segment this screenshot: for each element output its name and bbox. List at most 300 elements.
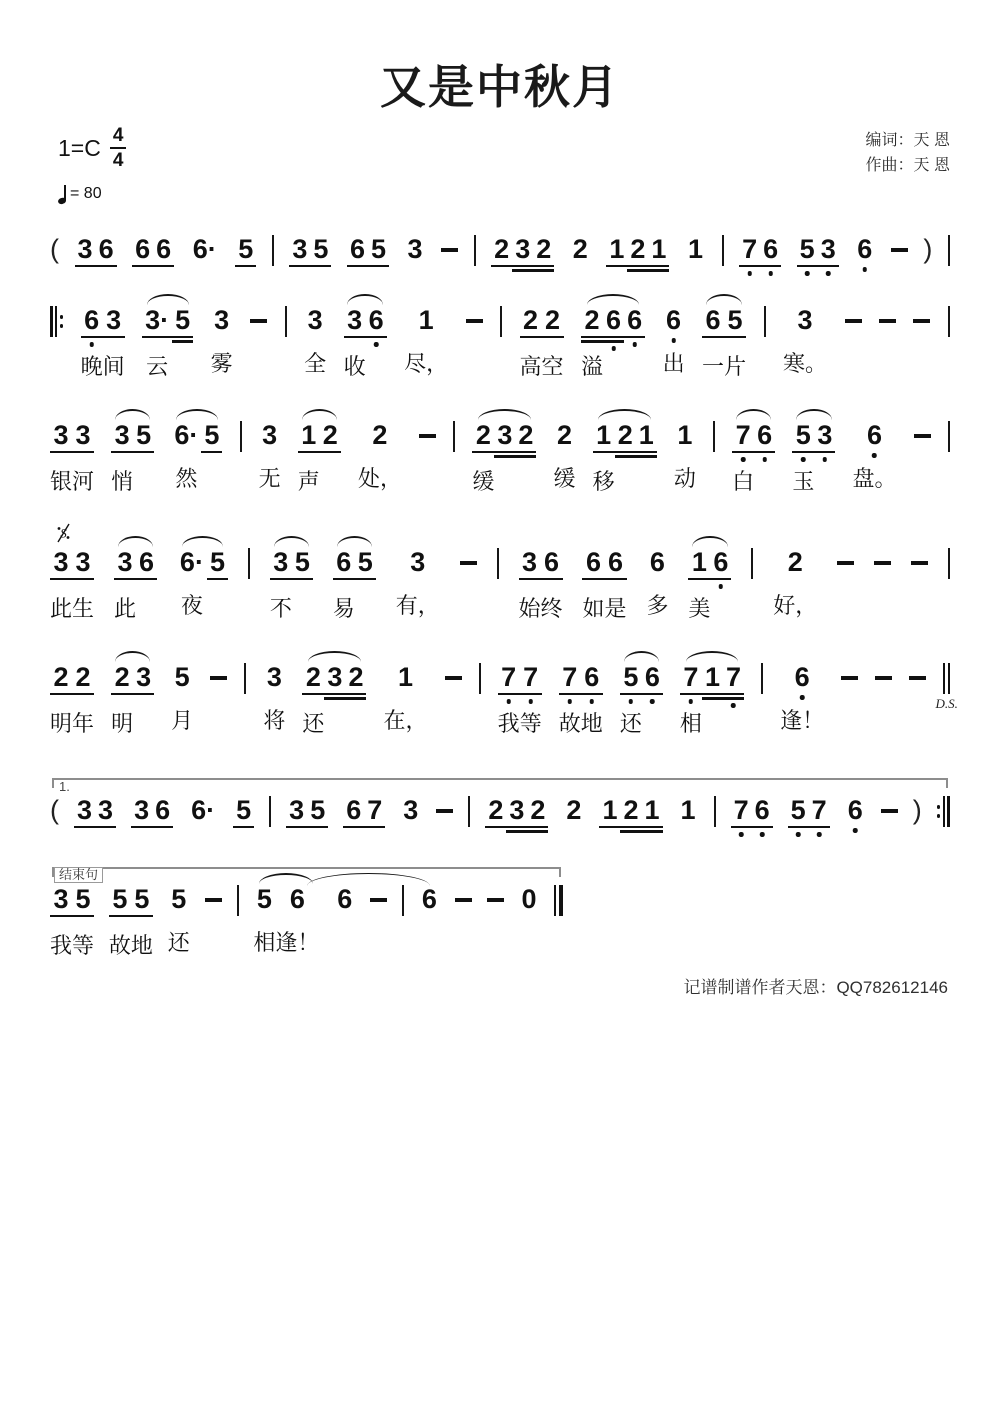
note-digit: 3· bbox=[142, 305, 172, 338]
note-digit: 6 bbox=[347, 234, 368, 267]
note bbox=[259, 420, 281, 492]
note bbox=[642, 795, 663, 828]
segno-icon bbox=[56, 523, 71, 543]
lyric: 盘。 bbox=[852, 466, 897, 491]
beam-group bbox=[142, 305, 193, 380]
note-digit: 2 bbox=[627, 234, 648, 267]
note-group bbox=[131, 795, 173, 828]
barline bbox=[248, 548, 250, 579]
barline bbox=[497, 548, 499, 579]
beam-group bbox=[554, 420, 576, 492]
note-digit: 3 bbox=[797, 305, 813, 335]
beam-group bbox=[298, 420, 341, 495]
note-digit: 6 bbox=[81, 305, 103, 338]
beam-group bbox=[75, 234, 117, 267]
lyric: 年 bbox=[72, 711, 95, 736]
barline bbox=[237, 885, 239, 916]
note-digit: 6· bbox=[179, 547, 204, 577]
note bbox=[732, 420, 754, 495]
duration-dash bbox=[460, 561, 477, 565]
note bbox=[648, 234, 669, 267]
duration-dash bbox=[914, 434, 931, 438]
note bbox=[472, 420, 494, 495]
note-digit: 3 bbox=[270, 547, 292, 580]
note-digit: 2 bbox=[615, 420, 636, 453]
note-digit: 5 bbox=[792, 420, 814, 453]
note-digit: 2 bbox=[542, 305, 564, 338]
note-digit: 2 bbox=[520, 305, 542, 338]
beam-group bbox=[685, 234, 706, 264]
note-digit: 2 bbox=[302, 662, 324, 695]
note-group bbox=[559, 662, 603, 737]
note bbox=[852, 420, 896, 492]
note-digit: 2 bbox=[72, 662, 94, 695]
slur-group bbox=[111, 662, 154, 737]
note bbox=[211, 305, 233, 377]
low-octave-dot bbox=[611, 346, 616, 351]
note-digit: 6 bbox=[421, 884, 437, 914]
barline bbox=[474, 235, 476, 266]
note-group bbox=[783, 305, 827, 377]
duration-dash bbox=[441, 248, 458, 252]
note-digit: 6 bbox=[153, 234, 174, 267]
note-digit: 5 bbox=[355, 547, 376, 580]
note-digit: 6 bbox=[624, 305, 645, 338]
quarter-note-icon bbox=[58, 184, 67, 203]
note-digit: 6 bbox=[710, 547, 731, 580]
note-group bbox=[50, 884, 94, 959]
lyric: 好， bbox=[773, 593, 818, 618]
note-digit: 5 bbox=[307, 795, 328, 828]
note-digit: 6· bbox=[174, 420, 199, 450]
beam-group bbox=[520, 305, 564, 380]
beam-group bbox=[788, 795, 830, 828]
note bbox=[133, 662, 154, 695]
lyric: 一 bbox=[702, 354, 725, 379]
note-digit: 2 bbox=[345, 662, 366, 695]
beam-group bbox=[674, 420, 696, 492]
note bbox=[310, 234, 331, 267]
lyric: 雾 bbox=[210, 351, 233, 376]
note-group bbox=[599, 795, 662, 828]
slur-group bbox=[142, 305, 193, 380]
note-group bbox=[570, 234, 591, 264]
beam-group bbox=[792, 420, 835, 495]
note bbox=[814, 420, 835, 453]
note-digit: 6 bbox=[649, 547, 665, 577]
note-digit: 2 bbox=[527, 795, 548, 828]
note bbox=[702, 305, 724, 380]
note bbox=[207, 547, 228, 580]
lyric: 明 bbox=[50, 711, 73, 736]
score-line-intro bbox=[50, 234, 950, 267]
lyric: 多 bbox=[646, 593, 669, 618]
note-digit: 2 bbox=[557, 420, 573, 450]
note bbox=[818, 234, 839, 267]
note-digit: 6 bbox=[343, 795, 364, 828]
beam-group bbox=[472, 420, 536, 495]
beam-group bbox=[491, 234, 554, 267]
low-octave-dot bbox=[747, 271, 752, 276]
beam-group bbox=[50, 884, 94, 959]
low-octave-dot bbox=[374, 342, 379, 347]
beam-group bbox=[680, 662, 744, 737]
duration-dash bbox=[891, 248, 908, 252]
note-group bbox=[211, 305, 233, 377]
time-numerator: 4 bbox=[110, 126, 127, 149]
note bbox=[760, 234, 781, 267]
lyric: 等 bbox=[72, 933, 95, 958]
lyric: 银 bbox=[50, 469, 73, 494]
beam-group bbox=[396, 547, 440, 619]
paren: ) bbox=[912, 795, 922, 825]
low-octave-dot bbox=[506, 699, 511, 704]
note-digit: 6· bbox=[192, 234, 217, 264]
note bbox=[355, 547, 376, 580]
beam-group bbox=[114, 547, 157, 622]
duration-dash bbox=[879, 319, 896, 323]
duration-dash bbox=[911, 561, 928, 565]
note bbox=[627, 234, 648, 267]
low-octave-dot bbox=[805, 271, 810, 276]
lyric: 云 bbox=[146, 354, 169, 379]
note bbox=[780, 662, 824, 734]
beam-group bbox=[570, 234, 591, 264]
note bbox=[298, 420, 320, 495]
beam-group bbox=[582, 547, 626, 622]
beam-group bbox=[188, 795, 218, 825]
lyric: 逢！ bbox=[780, 708, 825, 733]
slur-group bbox=[581, 305, 645, 380]
slur-group bbox=[593, 420, 657, 495]
barline bbox=[713, 421, 715, 452]
slur-group bbox=[620, 662, 663, 737]
slur-group bbox=[114, 547, 157, 622]
note-digit: 1 bbox=[677, 420, 693, 450]
slur-group bbox=[270, 547, 313, 622]
score-line-coda bbox=[50, 867, 563, 959]
note bbox=[50, 547, 72, 622]
lyric: 如 bbox=[582, 596, 605, 621]
beam-group bbox=[333, 547, 376, 622]
beam-group bbox=[358, 420, 402, 492]
note-digit: 1 bbox=[298, 420, 320, 453]
low-octave-dot bbox=[796, 832, 801, 837]
note-digit: 2 bbox=[572, 234, 588, 264]
note bbox=[74, 795, 95, 828]
score-body bbox=[50, 234, 958, 959]
lyric: 易 bbox=[332, 596, 355, 621]
lyric: 我 bbox=[497, 711, 520, 736]
note-group bbox=[233, 795, 254, 828]
note-digit: 6 bbox=[132, 234, 153, 267]
sheet-music-page bbox=[50, 0, 958, 998]
note-digit: 2 bbox=[515, 420, 536, 453]
beam-group bbox=[168, 884, 190, 956]
ds-marking: D.S. bbox=[935, 696, 958, 711]
note bbox=[344, 305, 366, 380]
key-signature bbox=[58, 126, 126, 170]
slur-group bbox=[344, 305, 387, 380]
barline bbox=[240, 421, 242, 452]
lyric: 将 bbox=[263, 708, 286, 733]
note-group bbox=[520, 305, 564, 380]
lyric: 河 bbox=[72, 469, 95, 494]
note-group bbox=[854, 234, 875, 264]
note bbox=[334, 884, 355, 914]
beam-group bbox=[518, 884, 539, 914]
lyric: 玉 bbox=[792, 469, 815, 494]
lyric: 美 bbox=[688, 596, 711, 621]
note-digit: 7 bbox=[498, 662, 520, 695]
note-digit: 1 bbox=[680, 795, 696, 825]
note-group bbox=[678, 795, 699, 825]
note-digit: 1 bbox=[688, 547, 710, 580]
note-digit: 3 bbox=[50, 884, 72, 917]
note-digit: 3 bbox=[72, 547, 94, 580]
beam-group bbox=[688, 547, 731, 622]
slur-group bbox=[177, 547, 228, 619]
slur-group bbox=[688, 547, 731, 622]
low-octave-dot bbox=[739, 832, 744, 837]
beam-group bbox=[50, 547, 94, 622]
footer-credit: 记谱制谱作者天恩：QQ782612146 bbox=[683, 978, 948, 997]
note bbox=[289, 234, 310, 267]
lyric: 等 bbox=[519, 711, 542, 736]
note-group bbox=[582, 547, 626, 622]
note-group bbox=[347, 234, 389, 267]
note-digit: 7 bbox=[723, 662, 744, 695]
note bbox=[559, 662, 581, 737]
note-group bbox=[168, 884, 190, 956]
note-group bbox=[780, 662, 824, 734]
beam-group bbox=[563, 795, 584, 825]
barline bbox=[402, 885, 404, 916]
beam-group bbox=[797, 234, 839, 267]
slur-group bbox=[702, 305, 746, 380]
low-octave-dot bbox=[689, 699, 694, 704]
beam-group bbox=[845, 795, 866, 825]
low-octave-dot bbox=[671, 338, 676, 343]
note bbox=[75, 234, 96, 267]
note bbox=[519, 547, 541, 622]
note-digit: 6 bbox=[289, 884, 305, 914]
slur-group bbox=[333, 547, 376, 622]
beam-group bbox=[289, 234, 331, 267]
note bbox=[233, 795, 254, 828]
note bbox=[50, 420, 72, 495]
note bbox=[680, 662, 702, 737]
note-digit: 1 bbox=[606, 234, 627, 267]
lyric: 相 bbox=[253, 930, 276, 955]
note bbox=[512, 234, 533, 267]
credits-block bbox=[866, 128, 950, 178]
score-line-volta-1 bbox=[50, 779, 950, 828]
note-digit: 5 bbox=[201, 420, 222, 453]
note-group bbox=[384, 662, 428, 734]
duration-dash bbox=[445, 676, 462, 680]
lyric: 悄 bbox=[111, 469, 134, 494]
score-line-verse-1b bbox=[50, 420, 950, 495]
beam-group bbox=[235, 234, 256, 267]
beam-group bbox=[263, 662, 285, 734]
note-digit: 5 bbox=[256, 884, 272, 914]
note bbox=[702, 662, 723, 695]
lyric: 有， bbox=[395, 593, 440, 618]
note-digit: 1 bbox=[648, 234, 669, 267]
tempo-value: = 80 bbox=[70, 184, 102, 202]
note bbox=[50, 662, 72, 737]
repeat-start-sign bbox=[50, 306, 63, 337]
note-digit: 6 bbox=[845, 795, 866, 825]
note bbox=[854, 234, 875, 264]
note bbox=[345, 662, 366, 695]
barline bbox=[751, 548, 753, 579]
note bbox=[663, 305, 685, 377]
note bbox=[366, 305, 387, 338]
note-digit: 5 bbox=[620, 662, 642, 695]
beam-group bbox=[620, 662, 663, 737]
lyric: 声 bbox=[297, 469, 320, 494]
slur-group bbox=[472, 420, 536, 495]
note-digit: 2 bbox=[372, 420, 388, 450]
note-digit: 5 bbox=[174, 662, 190, 692]
beam-group bbox=[344, 305, 387, 380]
note bbox=[498, 662, 520, 737]
note-group bbox=[81, 305, 125, 380]
note bbox=[533, 234, 554, 267]
beam-group bbox=[485, 795, 548, 828]
lyric: 故 bbox=[108, 933, 131, 958]
note-digit: 3 bbox=[410, 547, 426, 577]
slur-group bbox=[298, 420, 341, 495]
low-octave-dot bbox=[823, 457, 828, 462]
barline bbox=[285, 306, 287, 337]
note-digit: 5 bbox=[233, 795, 254, 828]
note bbox=[253, 884, 275, 956]
lyric: 还 bbox=[619, 711, 642, 736]
note bbox=[72, 884, 94, 959]
lyricist-credit: 编词：天 恩 bbox=[865, 132, 950, 149]
note-digit: 7 bbox=[559, 662, 581, 695]
note bbox=[554, 420, 576, 492]
lyric: 我 bbox=[50, 933, 73, 958]
duration-dash bbox=[466, 319, 483, 323]
svg-text:S: S bbox=[60, 525, 67, 541]
note bbox=[494, 420, 515, 453]
low-octave-dot bbox=[863, 267, 868, 272]
note bbox=[620, 795, 641, 828]
note-digit: 6· bbox=[191, 795, 216, 825]
note bbox=[520, 662, 542, 737]
note bbox=[739, 234, 760, 267]
note-digit: 6 bbox=[541, 547, 563, 580]
lyric: 间 bbox=[102, 354, 125, 379]
bracket-label: 结束句 bbox=[54, 867, 103, 883]
note-digit: 6 bbox=[136, 547, 157, 580]
low-octave-dot bbox=[590, 699, 595, 704]
note bbox=[133, 420, 154, 453]
beam-group bbox=[419, 884, 440, 914]
note-group bbox=[788, 795, 830, 828]
low-octave-dot bbox=[800, 695, 805, 700]
barline bbox=[714, 796, 716, 827]
note-group bbox=[190, 234, 220, 264]
note-group bbox=[518, 884, 539, 914]
note-digit: 6 bbox=[854, 234, 875, 264]
lyric: 是 bbox=[604, 596, 627, 621]
note-digit: 3 bbox=[519, 547, 541, 580]
note bbox=[81, 305, 103, 380]
note bbox=[177, 547, 207, 619]
note-digit: 2 bbox=[320, 420, 341, 453]
note bbox=[368, 234, 389, 267]
note bbox=[599, 795, 620, 828]
volta-bracket bbox=[52, 778, 948, 794]
lyric: 片 bbox=[724, 354, 747, 379]
note bbox=[136, 547, 157, 580]
lyric: 明 bbox=[111, 711, 134, 736]
repeat-end-sign bbox=[937, 796, 950, 827]
note bbox=[364, 795, 385, 828]
note-group bbox=[171, 662, 193, 734]
note bbox=[153, 234, 174, 267]
note-digit: 6 bbox=[603, 305, 624, 338]
lyric: 始 bbox=[518, 596, 541, 621]
beam-group bbox=[132, 234, 174, 267]
note bbox=[333, 547, 355, 622]
note-digit: 6 bbox=[642, 662, 663, 695]
barline bbox=[479, 663, 481, 694]
beam-group bbox=[852, 420, 896, 492]
slur-group bbox=[171, 420, 222, 492]
note-group bbox=[188, 795, 218, 825]
note bbox=[754, 420, 775, 453]
beam-group bbox=[581, 305, 645, 380]
low-octave-dot bbox=[826, 271, 831, 276]
slur-group bbox=[680, 662, 744, 737]
note bbox=[168, 884, 190, 956]
note bbox=[620, 662, 642, 737]
note-digit: 5 bbox=[72, 884, 94, 917]
note-digit: 7 bbox=[739, 234, 760, 267]
barline bbox=[272, 235, 274, 266]
note-digit: 7 bbox=[364, 795, 385, 828]
duration-dash bbox=[436, 809, 453, 813]
note bbox=[172, 305, 193, 338]
note-group bbox=[50, 662, 94, 737]
duration-dash bbox=[881, 809, 898, 813]
low-octave-dot bbox=[568, 699, 573, 704]
note-digit: 3 bbox=[50, 420, 72, 453]
beam-group bbox=[343, 795, 385, 828]
note-digit: 6 bbox=[752, 795, 773, 828]
note-digit: 6 bbox=[780, 662, 824, 692]
beam-group bbox=[302, 662, 366, 737]
note bbox=[520, 305, 542, 380]
note bbox=[72, 420, 94, 495]
note bbox=[642, 662, 663, 695]
note-digit: 3 bbox=[74, 795, 95, 828]
final-barline bbox=[554, 885, 563, 916]
note-digit: 2 bbox=[50, 662, 72, 695]
note bbox=[783, 305, 827, 377]
final-double-barline bbox=[935, 663, 958, 711]
note bbox=[792, 420, 814, 495]
note-group bbox=[289, 234, 331, 267]
low-octave-dot bbox=[817, 832, 822, 837]
low-octave-dot bbox=[760, 832, 765, 837]
